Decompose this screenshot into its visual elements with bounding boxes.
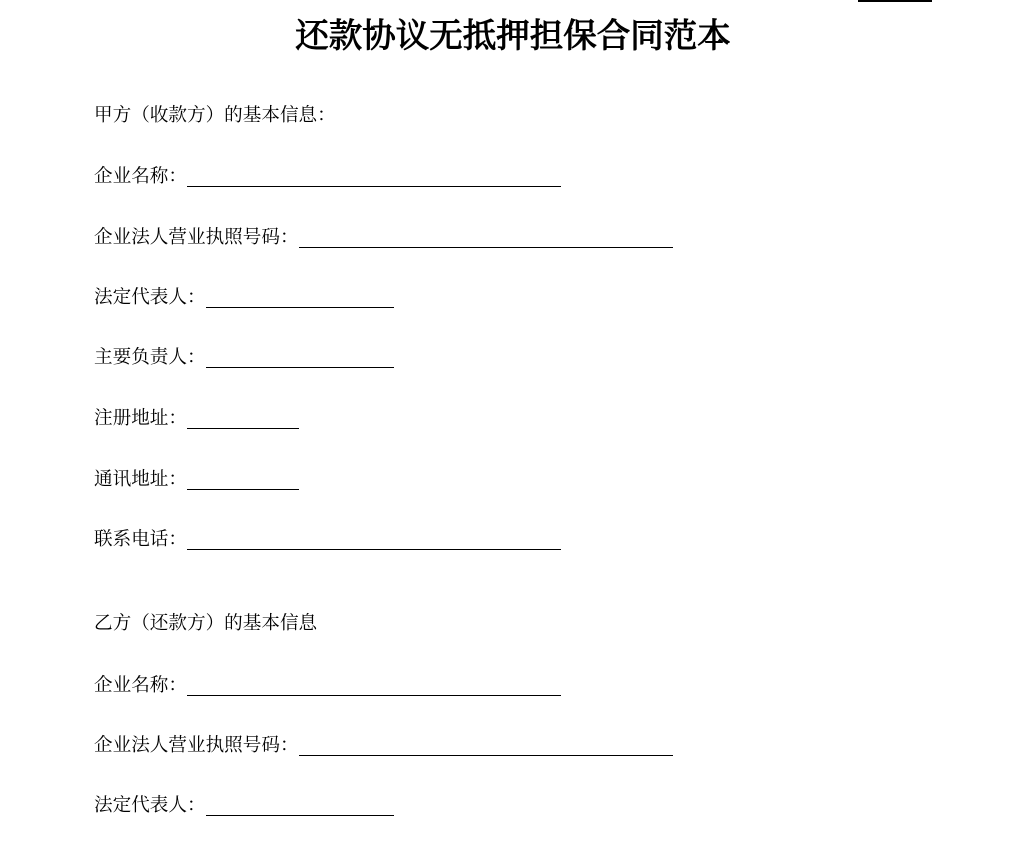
document-title: 还款协议无抵押担保合同范本 — [295, 16, 731, 55]
mailing-address-blank — [187, 468, 299, 490]
field-label: 通讯地址： — [94, 469, 187, 490]
field-label: 主要负责人： — [94, 347, 206, 368]
party-b-heading — [94, 612, 317, 636]
party-a-principal-row — [94, 346, 394, 370]
party-a-heading-text: 甲方（收款方）的基本信息： — [94, 105, 336, 126]
party-b-license-number-row — [94, 734, 673, 758]
party-a-legal-representative-row — [94, 286, 394, 310]
company-name-blank — [187, 165, 561, 187]
field-label: 注册地址： — [94, 408, 187, 429]
party-b-legal-representative-row — [94, 794, 394, 818]
principal-blank — [206, 346, 394, 368]
license-number-blank — [299, 226, 673, 248]
field-label: 企业法人营业执照号码： — [94, 227, 299, 248]
field-label: 企业名称： — [94, 675, 187, 696]
header-rule — [858, 0, 932, 2]
field-label: 企业名称： — [94, 166, 187, 187]
field-label: 企业法人营业执照号码： — [94, 735, 299, 756]
field-label: 法定代表人： — [94, 795, 206, 816]
license-number-blank — [299, 734, 673, 756]
party-a-registered-address-row — [94, 407, 299, 431]
field-label: 法定代表人： — [94, 287, 206, 308]
legal-representative-blank — [206, 286, 394, 308]
party-a-mailing-address-row — [94, 468, 299, 492]
party-a-company-name-row — [94, 165, 561, 189]
party-b-heading-text: 乙方（还款方）的基本信息 — [94, 613, 318, 634]
party-a-phone-row — [94, 528, 561, 552]
legal-representative-blank — [206, 794, 394, 816]
registered-address-blank — [187, 407, 299, 429]
company-name-blank — [187, 674, 561, 696]
party-a-heading — [94, 104, 336, 128]
party-b-company-name-row — [94, 674, 561, 698]
party-a-license-number-row — [94, 226, 673, 250]
phone-blank — [187, 528, 561, 550]
field-label: 联系电话： — [94, 529, 187, 550]
